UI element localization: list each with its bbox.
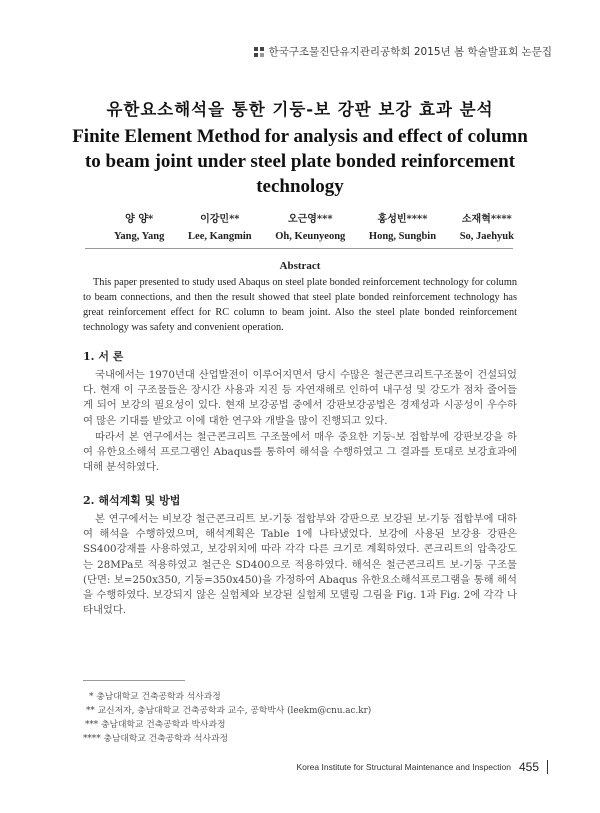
footnote: *** 충남대학교 건축공학과 박사과정 (85, 720, 226, 730)
section-heading: 2. 해석계획 및 방법 (83, 494, 181, 507)
footnote-divider (83, 680, 185, 681)
author (369, 211, 436, 245)
footnote: * 충남대학교 건축공학과 석사과정 (89, 692, 221, 702)
author-name-ko: 이강민** (200, 214, 240, 225)
author-name-ko: 오근영*** (287, 214, 333, 225)
journal-name: 한국구조물진단유지관리공학회 2015년 봄 학술발표회 논문집 (268, 46, 552, 58)
footnote: **** 충남대학교 건축공학과 석사과정 (83, 734, 228, 744)
author-name-ko: 소재혁**** (461, 214, 512, 225)
body-paragraph: 국내에서는 1970년대 산업발전이 이루어지면서 당시 수많은 철근콘크리트구조물이 건설되었다. 현재 이 구조물들은 장시간 사용과 지진 등 자연재해로 인하여 내구성 및 강도가 점차 줄어들게 되어 보강의 필요성이 있다. 현재 보강공법 중에서 강판보강공법은 경제성과 시공성이 우수하여 많은 기대를 받았고 이에 대한 연구와 개발을 많이 진행되고 있다. (83, 369, 517, 427)
footnotes (83, 690, 371, 746)
journal-header (254, 44, 552, 59)
journal-logo-icon (254, 47, 264, 57)
page-footer (296, 760, 548, 774)
abstract-heading: Abstract (279, 260, 321, 272)
author-name-ko: 양 양* (125, 214, 154, 225)
author-name-en: Lee, Kangmin (188, 231, 252, 242)
author-list (114, 211, 514, 245)
author-name-en: Hong, Sungbin (368, 231, 437, 242)
footer-bar (547, 760, 548, 774)
author (275, 211, 345, 245)
author (460, 211, 514, 245)
author-name-ko: 홍성빈**** (377, 214, 428, 225)
title-english: Finite Element Method for analysis and effect of column to beam joint under steel plate bonded reinforcement technology (72, 126, 528, 197)
abstract-text: This paper presented to study used Abaqus on steel plate bonded reinforcement technology for column to beam connections, and then the result showed that steel plate bonded reinforcement technology has great reinforcement effect for RC column to beam joint. Also the steel plate bonded reinforcement technology was safety and convenient operation. (83, 277, 517, 333)
footnote: ** 교신저자, 충남대학교 건축공학과 교수, 공학박사 (leekm@cnu.ac.kr) (86, 706, 372, 716)
author-name-en: Yang, Yang (114, 231, 165, 242)
body-paragraph: 따라서 본 연구에서는 철근콘크리트 구조물에서 매우 중요한 기둥-보 접합부에 강판보강을 하여 유한요소해석 프로그램인 Abaqus를 통하여 해석을 수행하였고 그 결과를 토대로 보강효과에 대해 분석하였다. (83, 431, 517, 474)
author-name-en: So, Jaehyuk (459, 231, 514, 242)
divider (85, 248, 513, 249)
section-heading: 1. 서 론 (83, 350, 124, 363)
body-paragraph: 본 연구에서는 비보강 철근콘크리트 보-기둥 접합부와 강판으로 보강된 보-기둥 접합부에 대하여 해석을 수행하였으며, 해석계획은 Table 1에 나타냈었다. 보강에 사용된 보강용 강판은 SS400강재를 사용하였고, 보강위치에 따라 각각 다른 크기로 계획하였다. 콘크리트의 압축강도는 28MPa로 적용하였고 철근은 SD400으로 적용하였다. 해석은 철근콘크리트 보-기둥 구조물(단면: 보=250x350, 기둥=350x450)을 가정하여 Abaqus 유한요소해석프로그램을 통해 해석을 수행하였다. 보강되지 않은 실험체와 보강된 실험체 모델링 그림을 Fig. 1과 Fig. 2에 각각 나타내었다. (83, 513, 517, 617)
author (188, 211, 252, 245)
author-name-en: Oh, Keunyeong (275, 231, 346, 242)
title-korean: 유한요소해석을 통한 기둥-보 강판 보강 효과 분석 (106, 100, 494, 119)
page-number: 455 (518, 760, 539, 774)
author (114, 211, 164, 245)
footer-organization: Korea Institute for Structural Maintenance and Inspection (296, 762, 511, 772)
